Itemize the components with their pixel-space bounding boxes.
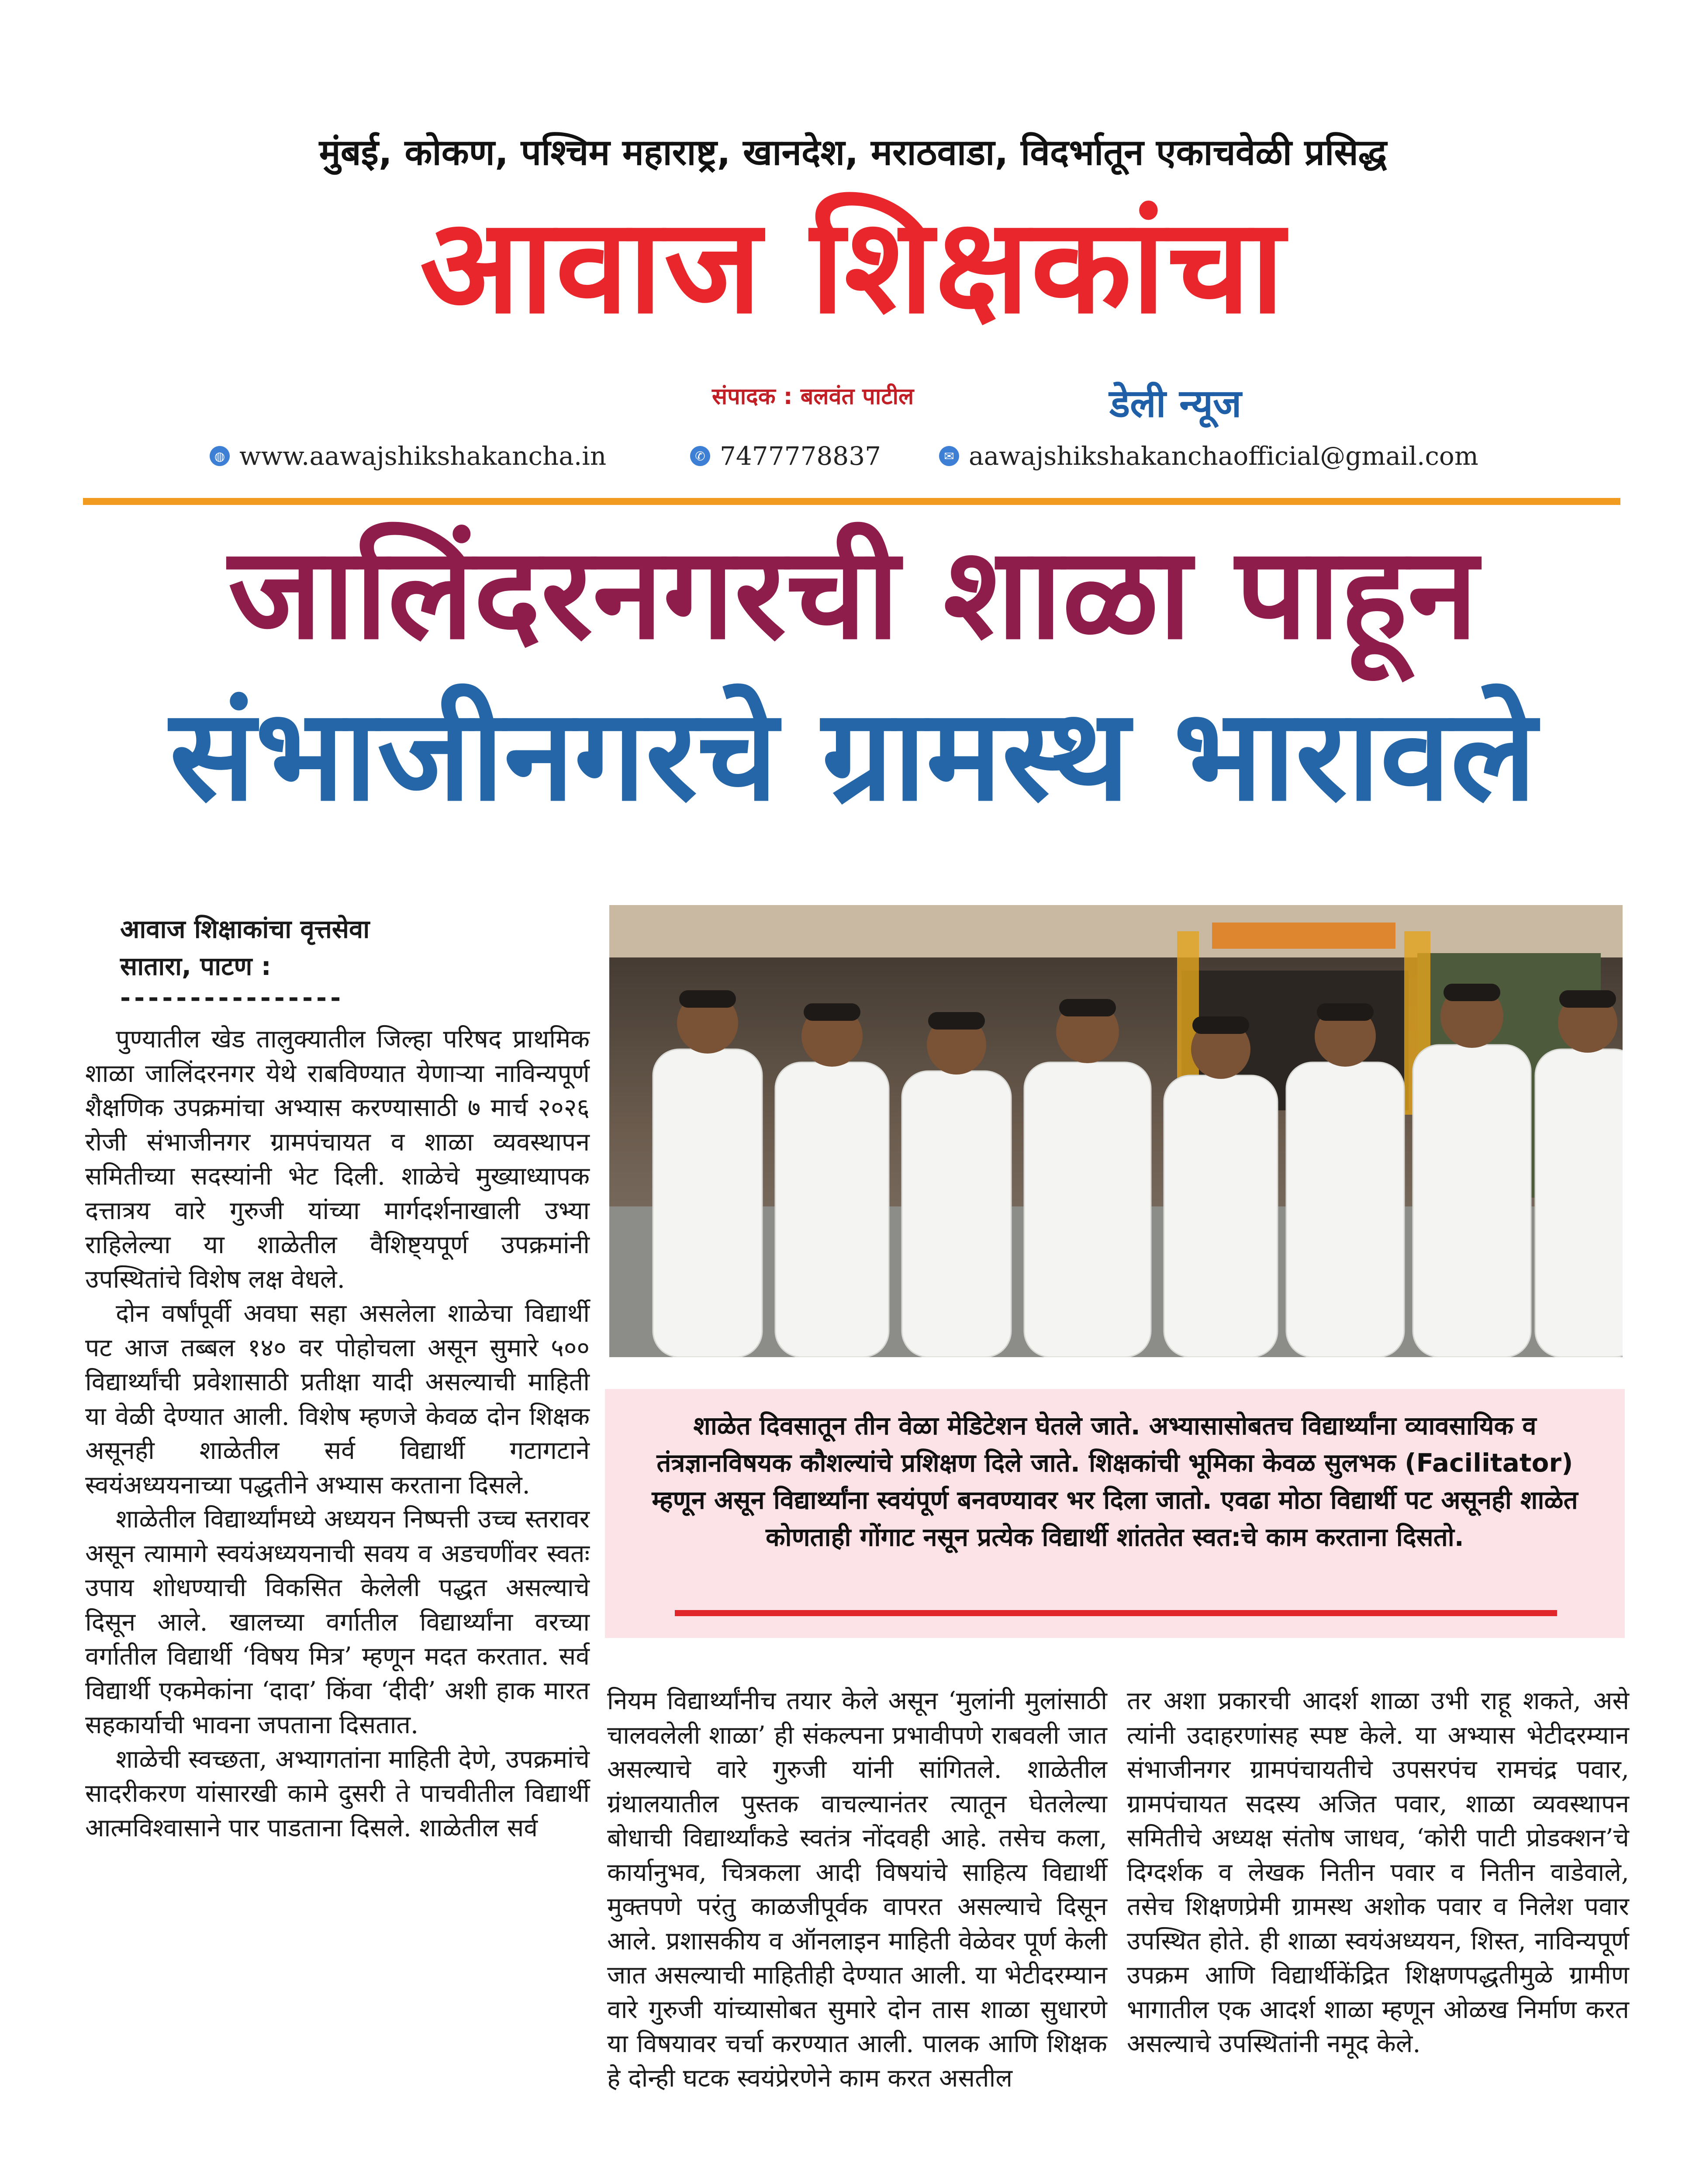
phone-icon: ✆ bbox=[690, 446, 710, 466]
byline-place: सातारा, पाटण : bbox=[120, 951, 271, 981]
group-photo bbox=[609, 905, 1623, 1357]
website-text: www.aawajshikshakancha.in bbox=[239, 441, 607, 471]
masthead-title: आवाज शिक्षकांचा bbox=[420, 190, 1286, 342]
article-paragraph: पुण्यातील खेड तालुक्यातील जिल्हा परिषद प्राथमिक शाळा जालिंदरनगर येथे राबविण्यात येणाऱ्या नाविन्यपूर्ण शैक्षणिक उपक्रमांचा अभ्यास करण्यासाठी ७ मार्च २०२६ रोजी संभाजीनगर ग्रामपंचायत व शाळा व्यवस्थापन समितीच्या सदस्यांनी भेट दिली. शाळेचे मुख्याध्यापक दत्तात्रय वारे गुरुजी यांच्या मार्गदर्शनाखाली उभ्या राहिलेल्या या शाळेतील वैशिष्ट्यपूर्ण उपक्रमांनी उपस्थितांचे विशेष लक्ष वेधले. bbox=[85, 1025, 590, 1294]
article-column-1 bbox=[85, 1022, 590, 1845]
headline-line-1: जालिंदरनगरची शाळा पाहून bbox=[228, 520, 1478, 667]
highlight-text: शाळेत दिवसातून तीन वेळा मेडिटेशन घेतले जाते. अभ्यासासोबतच विद्यार्थ्यांना व्यावसायिक व तंत्रज्ञानविषयक कौशल्यांचे प्रशिक्षण दिले जाते. शिक्षकांची भूमिका केवळ सुलभक (Facilitator) म्हणून असून विद्यार्थ्यांना स्वयंपूर्ण बनवण्यावर भर दिला जातो. एवढा मोठा विद्यार्थी पट असूनही शाळेत कोणताही गोंगाट नसून प्रत्येक विद्यार्थी शांततेत स्वत:चे काम करताना दिसतो. bbox=[652, 1411, 1578, 1552]
contact-website[interactable] bbox=[210, 441, 606, 471]
article-paragraph: दोन वर्षांपूर्वी अवघा सहा असलेला शाळेचा विद्यार्थी पट आज तब्बल १४० वर पोहोचला असून सुमारे ५०० विद्यार्थ्यांची प्रवेशासाठी प्रतीक्षा यादी असल्याची माहिती या वेळी देण्यात आली. विशेष म्हणजे केवळ दोन शिक्षक असूनही शाळेतील सर्व विद्यार्थी गटागटाने स्वयंअध्ययनाच्या पद्धतीने अभ्यास करताना दिसले. bbox=[85, 1299, 590, 1500]
tagline: मुंबई, कोकण, पश्चिम महाराष्ट्र, खानदेश, मराठवाडा, विदर्भातून एकाचवेळी प्रसिद्ध bbox=[319, 132, 1387, 173]
contact-phone[interactable] bbox=[690, 441, 881, 471]
header-divider bbox=[83, 498, 1620, 505]
editor-credit: संपादक : बलवंत पाटील bbox=[712, 384, 914, 410]
article-column-3: तर अशा प्रकारची आदर्श शाळा उभी राहू शकते, असे त्यांनी उदाहरणांसह स्पष्ट केले. या अभ्यास भेटीदरम्यान संभाजीनगर ग्रामपंचायतीचे उपसरपंच रामचंद्र पवार, ग्रामपंचायत सदस्य अजित पवार, शाळा व्यवस्थापन समितीचे अध्यक्ष संतोष जाधव, ‘कोरी पाटी प्रोडक्शन’चे दिग्दर्शक व लेखक नितीन पवार व नितीन वाडेवाले, तसेच शिक्षणप्रेमी ग्रामस्थ अशोक पवार व निलेश पवार उपस्थित होते. ही शाळा स्वयंअध्ययन, शिस्त, नाविन्यपूर्ण उपक्रम आणि विद्यार्थीकेंद्रित शिक्षणपद्धतीमुळे ग्रामीण भागातील एक आदर्श शाळा म्हणून ओळख निर्माण करत असल्याचे उपस्थितांनी नमूद केले. bbox=[1127, 1686, 1629, 2058]
byline-agency: आवाज शिक्षाकांचा वृत्तसेवा bbox=[120, 914, 370, 944]
email-icon: ✉ bbox=[939, 446, 959, 466]
article-column-2: नियम विद्यार्थ्यांनीच तयार केले असून ‘मुलांनी मुलांसाठी चालवलेली शाळा’ ही संकल्पना प्रभावीपणे राबवली जात असल्याचे वारे गुरुजी यांनी सांगितले. शाळेतील ग्रंथालयातील पुस्तक वाचल्यानंतर त्यातून घेतलेल्या बोधाची विद्यार्थ्यांकडे स्वतंत्र नोंदवही आहे. तसेच कला, कार्यानुभव, चित्रकला आदी विषयांचे साहित्य विद्यार्थी मुक्तपणे परंतु काळजीपूर्वक वापरत असल्याचे दिसून आले. प्रशासकीय व ऑनलाइन माहिती वेळेवर पूर्ण केली जात असल्याची माहितीही देण्यात आली. या भेटीदरम्यान वारे गुरुजी यांच्यासोबत सुमारे दोन तास शाळा सुधारणे या विषयावर चर्चा करण्यात आली. पालक आणि शिक्षक हे दोन्ही घटक स्वयंप्रेरणेने काम करत असतील bbox=[607, 1686, 1107, 2093]
group-photo-illustration bbox=[609, 905, 1623, 1357]
article-paragraph: शाळेची स्वच्छता, अभ्यागतांना माहिती देणे, उपक्रमांचे सादरीकरण यांसारखी कामे दुसरी ते पाचवीतील विद्यार्थी आत्मविश्वासाने पार पाडताना दिसले. शाळेतील सर्व bbox=[85, 1745, 590, 1842]
phone-text: 7477778837 bbox=[720, 441, 881, 471]
globe-icon: ◍ bbox=[210, 446, 230, 466]
byline-separator: ---------------- bbox=[120, 983, 345, 1013]
headline-line-2: संभाजीनगरचे ग्रामस्थ भारावले bbox=[169, 682, 1537, 829]
highlight-divider bbox=[675, 1610, 1557, 1616]
highlight-box bbox=[605, 1389, 1625, 1638]
edition-label: डेली न्यूज bbox=[1109, 381, 1242, 426]
email-text: aawajshikshakanchaofficial@gmail.com bbox=[969, 441, 1478, 471]
contact-email[interactable] bbox=[939, 441, 1478, 471]
article-paragraph: शाळेतील विद्यार्थ्यांमध्ये अध्ययन निष्पत्ती उच्च स्तरावर असून त्यामागे स्वयंअध्ययनाची सवय व अडचणींवर स्वतः उपाय शोधण्याची विकसित केलेली पद्धत असल्याचे दिसून आले. खालच्या वर्गातील विद्यार्थ्यांना वरच्या वर्गातील विद्यार्थी ‘विषय मित्र’ म्हणून मदत करतात. सर्व विद्यार्थी एकमेकांना ‘दादा’ किंवा ‘दीदी’ अशी हाक मारत सहकार्याची भावना जपताना दिसतात. bbox=[85, 1505, 590, 1739]
